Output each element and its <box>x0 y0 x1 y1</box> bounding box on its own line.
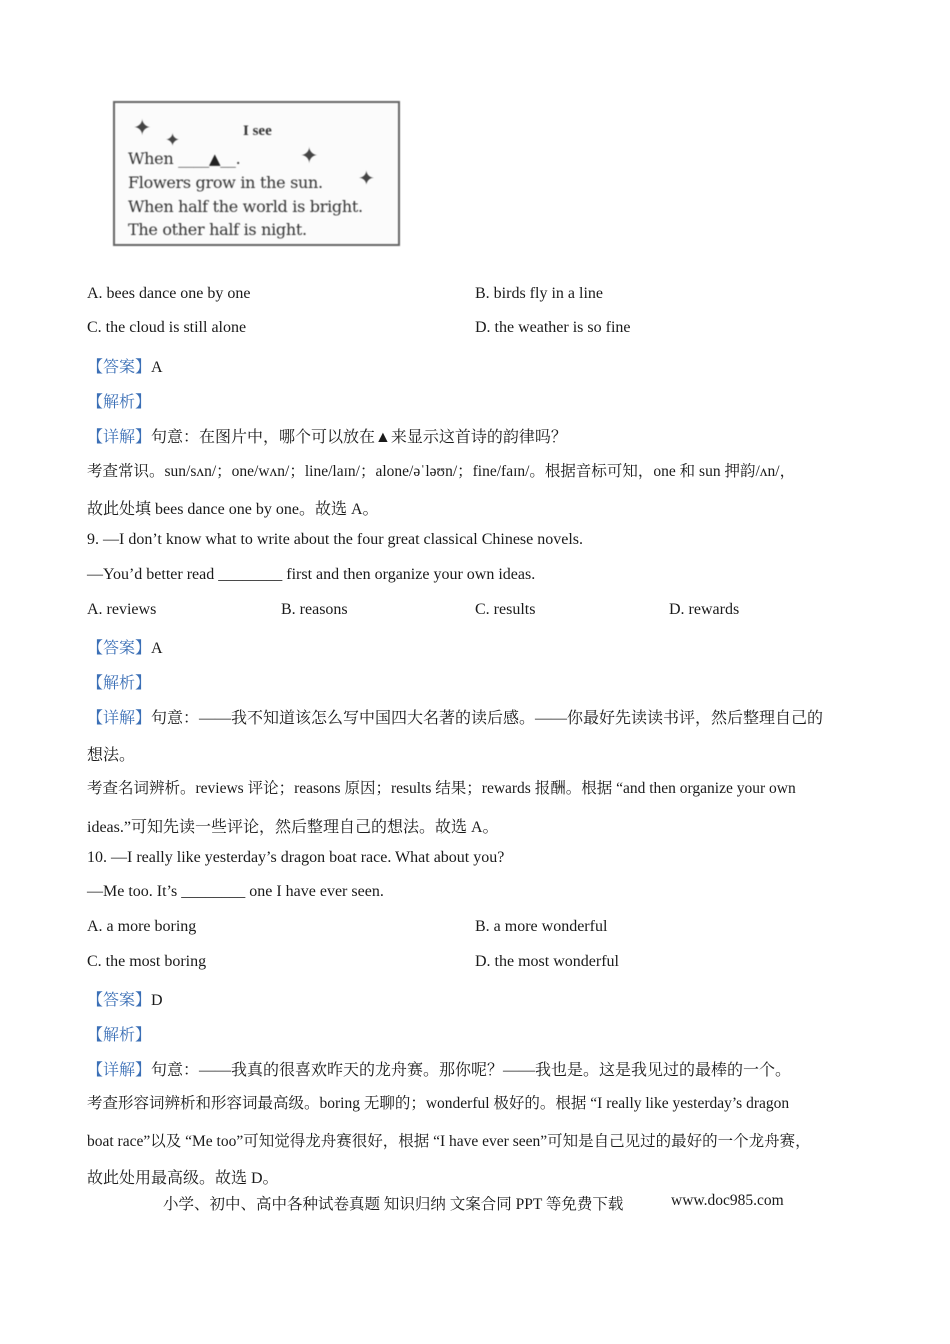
q10-option-b: B. a more wonderful <box>475 918 608 935</box>
q9-answer: 【答案】A <box>87 640 163 657</box>
q10-analysis-label: 【解析】 <box>87 1027 152 1044</box>
sparkle-star-icon: ✦ <box>358 168 375 190</box>
q10-answer: 【答案】D <box>87 992 163 1009</box>
q9-question-line-2: —You’d better read ________ first and then organize your own ideas. <box>87 566 536 583</box>
q10-question-line-2: —Me too. It’s ________ one I have ever seen. <box>87 883 384 900</box>
q8-option-d: D. the weather is so fine <box>475 319 631 336</box>
poem-image <box>113 101 400 246</box>
q10-option-a: A. a more boring <box>87 918 197 935</box>
q8-option-b: B. birds fly in a line <box>475 285 603 302</box>
q9-option-d: D. rewards <box>669 601 740 618</box>
poem-title: I see <box>243 123 272 139</box>
q10-detail-line-3: boat race”以及 “Me too”可知觉得龙舟赛很好，根据 “I have ever seen”可知是自己见过的最好的一个龙舟赛， <box>87 1133 811 1150</box>
q8-option-c: C. the cloud is still alone <box>87 319 247 336</box>
footer-text: 小学、初中、高中各种试卷真题 知识归纳 文案合同 PPT 等免费下载 <box>163 1196 624 1213</box>
q9-option-c: C. results <box>475 601 536 618</box>
q9-detail-line-3: 考查名词辨析。reviews 评论；reasons 原因；results 结果；rewards 报酬。根据 “and then organize your own <box>87 780 796 797</box>
q8-detail-line-1: 【详解】句意：在图片中，哪个可以放在▲来显示这首诗的韵律吗？ <box>87 429 567 446</box>
q8-detail-line-3: 故此处填 bees dance one by one。故选 A。 <box>87 501 379 518</box>
poem-line-3: When half the world is bright. <box>128 197 363 216</box>
q9-option-b: B. reasons <box>281 601 348 618</box>
q10-detail-line-1: 【详解】句意：——我真的很喜欢昨天的龙舟赛。那你呢？——我也是。这是我见过的最棒的一个。 <box>87 1062 792 1079</box>
poem-line-1: When ____▲__. <box>128 149 241 168</box>
q9-detail-line-1: 【详解】句意：——我不知道该怎么写中国四大名著的读后感。——你最好先读读书评，然后整理自己的 <box>87 710 824 727</box>
poem-line-4: The other half is night. <box>128 220 307 239</box>
sparkle-star-icon: ✦ <box>165 130 181 150</box>
q8-answer: 【答案】A <box>87 359 163 376</box>
sparkle-star-icon: ✦ <box>300 143 319 168</box>
q10-question-line-1: 10. —I really like yesterday’s dragon boat race. What about you? <box>87 849 505 866</box>
q9-option-a: A. reviews <box>87 601 157 618</box>
sparkle-star-icon: ✦ <box>133 115 152 140</box>
q8-detail-line-2: 考查常识。sun/sʌn/；one/wʌn/；line/laɪn/；alone/əˈləʊn/；fine/faɪn/。根据音标可知，one 和 sun 押韵/ʌn/， <box>87 463 796 480</box>
footer-url[interactable]: www.doc985.com <box>671 1192 784 1209</box>
q8-option-a: A. bees dance one by one <box>87 285 251 302</box>
triangle-marker: ▲ <box>208 150 221 168</box>
q9-question-line-1: 9. —I don’t know what to write about the four great classical Chinese novels. <box>87 531 584 548</box>
poem-line-2: Flowers grow in the sun. <box>128 173 323 192</box>
q10-option-c: C. the most boring <box>87 953 207 970</box>
q8-analysis-label: 【解析】 <box>87 394 152 411</box>
q9-analysis-label: 【解析】 <box>87 675 152 692</box>
q10-detail-line-4: 故此处用最高级。故选 D。 <box>87 1170 279 1187</box>
q9-detail-line-4: ideas.”可知先读一些评论，然后整理自己的想法。故选 A。 <box>87 819 499 836</box>
q10-option-d: D. the most wonderful <box>475 953 619 970</box>
q10-detail-line-2: 考查形容词辨析和形容词最高级。boring 无聊的；wonderful 极好的。根据 “I really like yesterday’s dragon <box>87 1095 790 1112</box>
q9-detail-line-2: 想法。 <box>87 747 136 764</box>
